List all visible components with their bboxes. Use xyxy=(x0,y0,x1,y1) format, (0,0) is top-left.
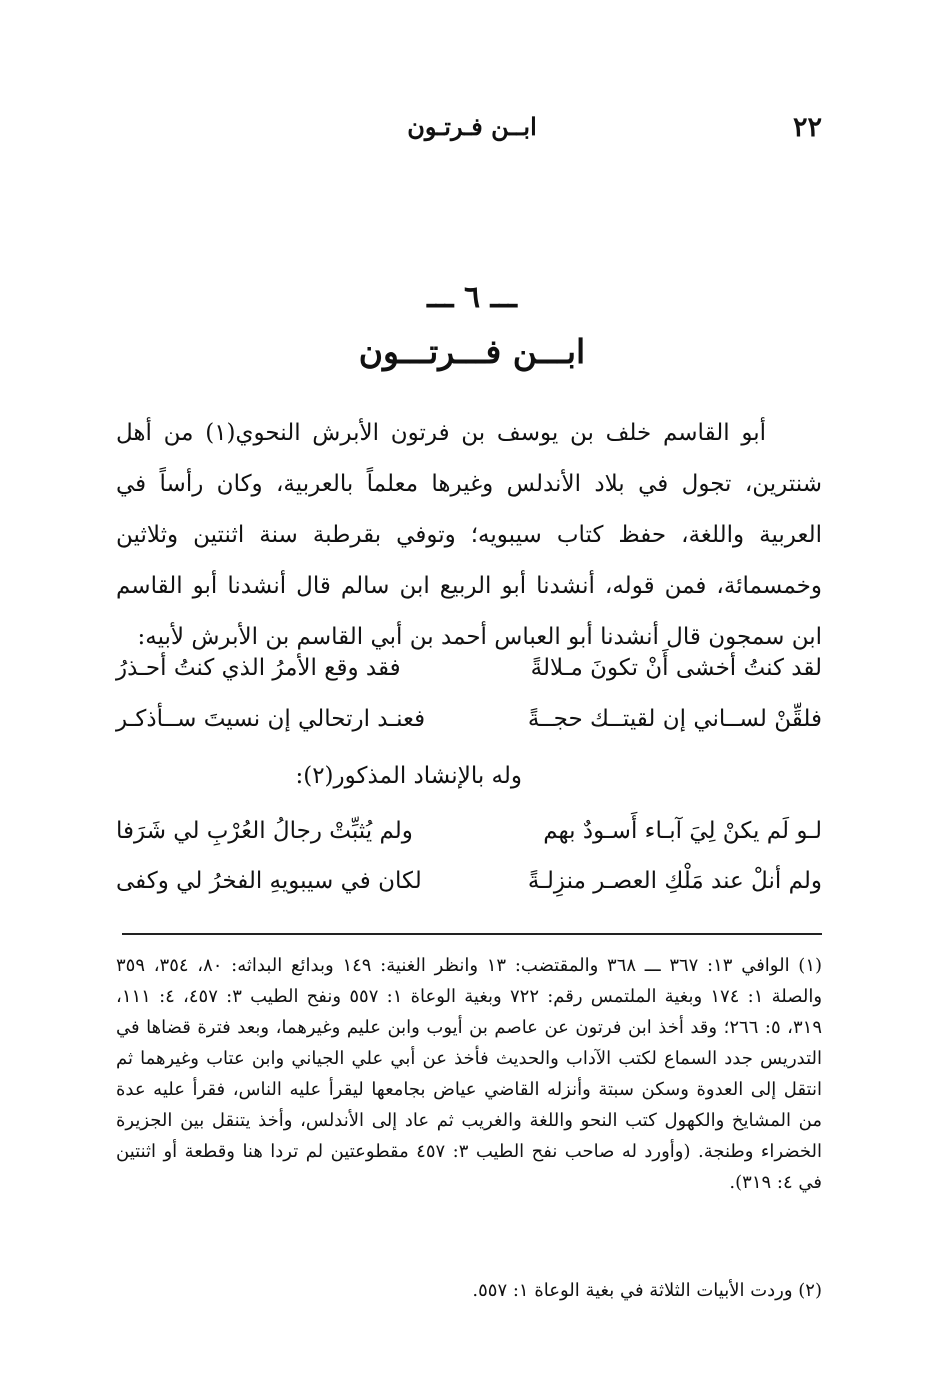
verse-line xyxy=(116,818,822,866)
verse-line xyxy=(116,655,822,703)
footnote-separator xyxy=(122,933,822,935)
verse-first-hemistich: لـو لَم يكنْ لِيَ آبـاء أَسـودٌ بهم xyxy=(543,818,822,844)
section-number: ـــ ٦ ـــ xyxy=(427,280,517,315)
running-title: ابــن فـرتـون xyxy=(407,112,537,141)
biography-paragraph xyxy=(116,408,822,663)
page-number: ٢٢ xyxy=(792,112,822,143)
footnote-2 xyxy=(116,1275,822,1306)
section-title: ابـــن فـــرتـــون xyxy=(358,332,586,371)
verse-second-hemistich: ولم يُثبِّتْ رجالُ العُرْبِ لي شَرَفا xyxy=(116,818,413,844)
paragraph-text: أبو القاسم خلف بن يوسف بن فرتون الأبرش النحوي(١) من أهل شنترين، تجول في بلاد الأندلس وغيرها معلماً بالعربية، وكان رأساً في العربية واللغة، حفظ كتاب سيبويه؛ وتوفي بقرطبة سنة اثنتين وثلاثين وخمسمائة، فمن قوله، أنشدنا أبو الربيع ابن سالم قال أنشدنا أبو القاسم ابن سمجون قال أنشدنا أبو العباس أحمد بن أبي القاسم بن الأبرش لأبيه: xyxy=(116,420,822,650)
verse-line xyxy=(116,706,822,754)
footnote-text: (٢) وردت الأبيات الثلاثة في بغية الوعاة ١: ٥٥٧. xyxy=(472,1280,822,1301)
recitation-note: وله بالإنشاد المذكور(٢): xyxy=(295,763,522,789)
footnote-text: (١) الوافي ١٣: ٣٦٧ ـــ ٣٦٨ والمقتضب: ١٣ وانظر الغنية: ١٤٩ وبدائع البداثه: ٨٠، ٣٥٤، ٣٥٩ والصلة ١: ١٧٤ وبغية الملتمس رقم: ٧٢٢ وبغية الوعاة ١: ٥٥٧ ونفح الطيب ٣: ٤٥٧، ٤: ١١١، ٣١٩، ٥: ٢٦٦؛ وقد أخذ ابن فرتون عن عاصم بن أيوب وابن عليم وغيرهما، وبعد فترة قضاها في التدريس جدد السماع لكتب الآداب والحديث فأخذ عن أبي علي الجياني وابن عتاب وغيرهما ثم انتقل إلى العدوة وسكن سبتة وأنزله القاضي عياض بجامعها ليقرأ عليه الناس، فقرأ عليه عدة من المشايخ والكهول كتب النحو واللغة والغريب ثم عاد إلى الأندلس، وأخذ يتنقل بين الجزيرة الخضراء وطنجة. (وأورد له صاحب نفح الطيب ٣: ٤٥٧ مقطوعتين لم تردا هنا وقطعة أو اثنتين في ٤: ٣١٩). xyxy=(116,955,823,1193)
verse-second-hemistich: فقد وقع الأمرُ الذي كنتُ أحـذرُ xyxy=(116,655,401,681)
verse-second-hemistich: فعنـد ارتحالي إن نسيتَ ســأذكـر xyxy=(116,706,426,732)
verse-first-hemistich: لقد كنتُ أخشى أَنْ تكونَ مـلالةً xyxy=(530,655,822,681)
verse-line xyxy=(116,868,822,916)
verse-first-hemistich: ولم أنلْ عند مَلْكِ العصـر منزِلـةً xyxy=(527,868,822,894)
verse-second-hemistich: لكان في سيبويهِ الفخرُ لي وكفى xyxy=(116,868,422,894)
verse-first-hemistich: فلقِّنْ لســاني إن لقيتــك حجــةً xyxy=(527,706,822,732)
footnote-1 xyxy=(116,950,822,1198)
